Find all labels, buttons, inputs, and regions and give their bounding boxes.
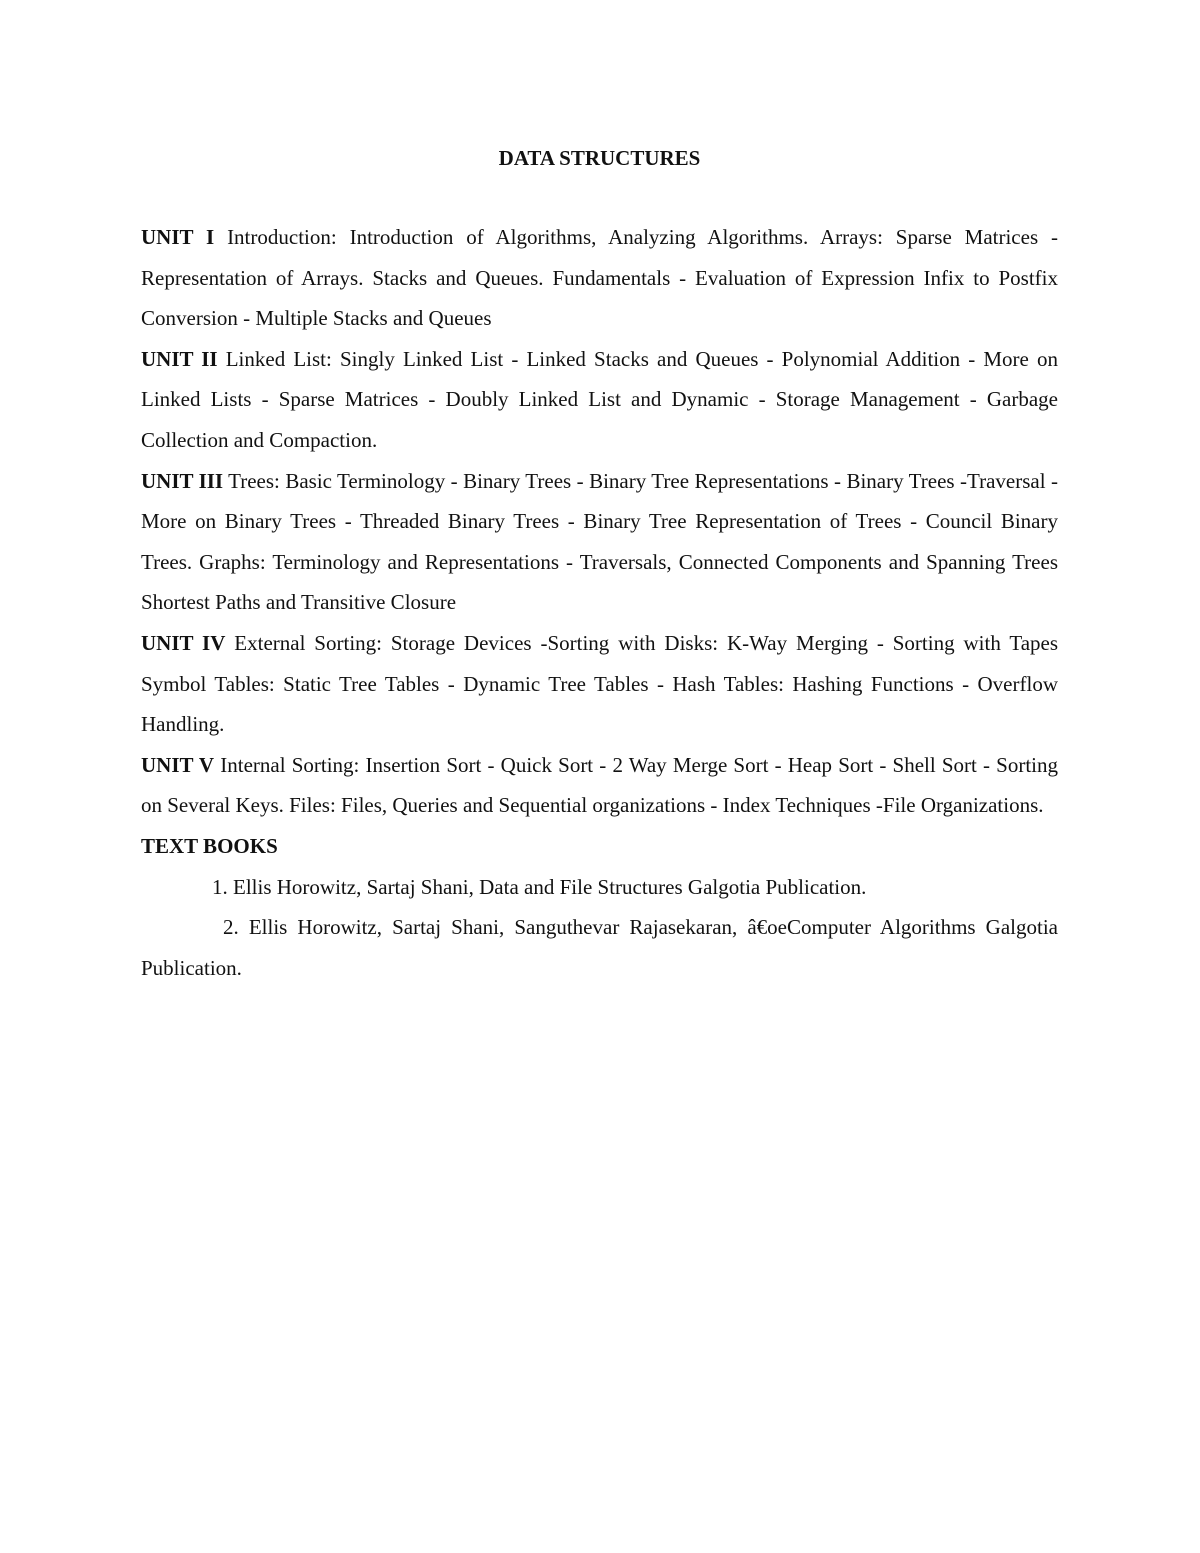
text-book-item: 1. Ellis Horowitz, Sartaj Shani, Data and File Structures Galgotia Publication. [212,874,867,899]
unit-5-text: Internal Sorting: Insertion Sort - Quick Sort - 2 Way Merge Sort - Heap Sort - Shell Sort - Sorting on Several Keys. Files: Files, Queries and Sequential organizations - Index Techniques -File Organizations. [141,752,1059,818]
unit-4-text: External Sorting: Storage Devices -Sorting with Disks: K-Way Merging - Sorting with Tapes Symbol Tables: Static Tree Tables - Dynamic Tree Tables - Hash Tables: Hashing Functions - Overflow Handling. [141,630,1059,737]
unit-2-label: UNIT II [141,346,218,371]
unit-5-label: UNIT V [141,752,215,777]
unit-1-label: UNIT I [141,225,215,249]
unit-3-text: Trees: Basic Terminology - Binary Trees - Binary Tree Representations - Binary Trees -Traversal - More on Binary Trees - Threaded Binary Trees - Binary Tree Representation of Trees - Council Binary Trees. Graphs: Terminology and Representations - Traversals, Connected Components and Spanning Trees Shortest Paths and Transitive Closure [141,468,1058,615]
document-content [141,138,1058,988]
spacer [141,178,1058,217]
unit-2-text: Linked List: Singly Linked List - Linked Stacks and Queues - Polynomial Addition - More on Linked Lists - Sparse Matrices - Doubly Linked List and Dynamic - Storage Management - Garbage Collection and Compaction. [141,346,1058,452]
document-title: DATA STRUCTURES [498,146,701,170]
text-books-heading: TEXT BOOKS [141,833,278,858]
unit-4-label: UNIT IV [141,630,226,655]
unit-1-text: Introduction: Introduction of Algorithms, Analyzing Algorithms. Arrays: Sparse Matrices - Representation of Arrays. Stacks and Queues. Fundamentals - Evaluation of Expression Infix to Postfix Conversion - Multiple Stacks and Queues [141,225,1058,331]
unit-1-paragraph [141,217,1058,339]
unit-3-label: UNIT III [141,468,224,493]
unit-5-paragraph [141,745,1058,826]
unit-3-paragraph [141,461,1058,623]
unit-2-paragraph [141,339,1058,461]
text-book-item: 2. Ellis Horowitz, Sartaj Shani, Sanguthevar Rajasekaran, â€oeComputer Algorithms Galgotia Publication. [141,915,1058,980]
unit-4-paragraph [141,623,1058,745]
